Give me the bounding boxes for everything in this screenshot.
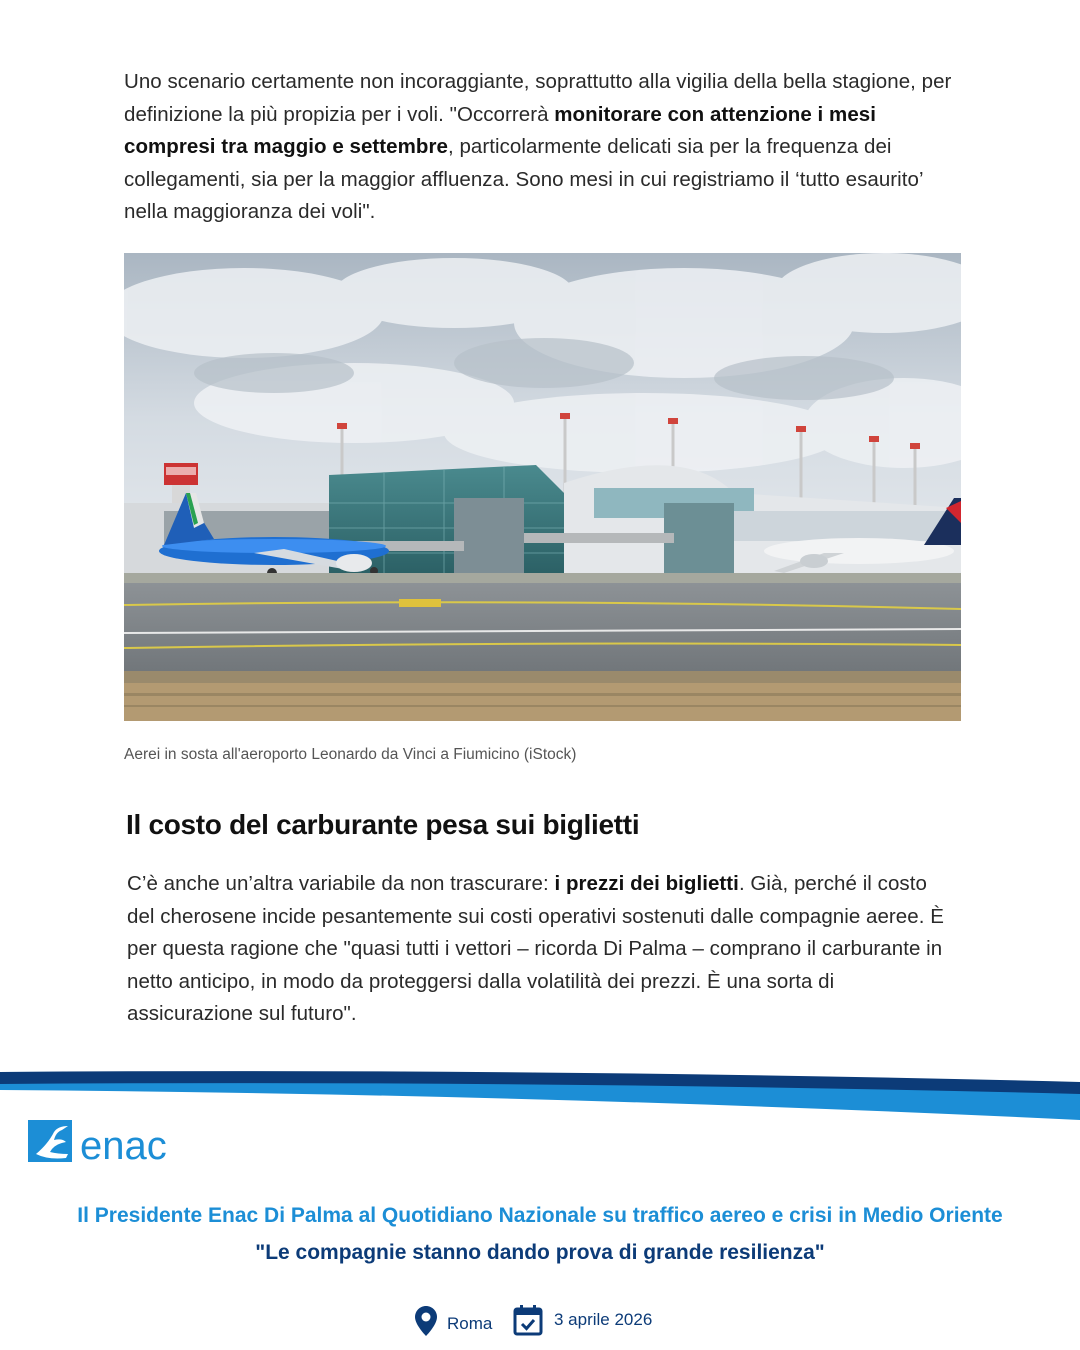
calendar-check-icon: [513, 1304, 543, 1336]
text-run: C’è anche un’altra variabile da non trascurare:: [127, 872, 555, 895]
text-run: Uno scenario certamente non incoraggiante, soprattutto alla vigilia della bella stagione, per definizione la più propizia per i voli. "Occorrerà: [124, 70, 952, 126]
photo-caption: Aerei in sosta all'aeroporto Leonardo da Vinci a Fiumicino (iStock): [124, 746, 577, 763]
bold-text: monitorare con attenzione i mesi compresi tra maggio e settembre: [124, 102, 876, 159]
article-paragraph-2: [127, 868, 957, 1031]
bold-text: i prezzi dei biglietti: [554, 872, 739, 895]
location-label: Roma: [447, 1314, 493, 1333]
svg-text:enac: enac: [80, 1124, 167, 1168]
date-item: [513, 1304, 652, 1336]
airport-photo: [124, 253, 961, 721]
section-heading: Il costo del carburante pesa sui biglietti: [126, 809, 640, 840]
enac-logo: [28, 1114, 198, 1170]
text-run: , particolarmente delicati sia per la frequenza dei collegamenti, sia per la maggior affluenza. Sono mesi in cui registriamo il ‘tutto esaurito’ nella maggioranza dei voli".: [124, 135, 923, 224]
footer-headline: Il Presidente Enac Di Palma al Quotidiano Nazionale su traffico aereo e crisi in Medio Oriente: [77, 1204, 1003, 1227]
location-pin-icon: [415, 1306, 437, 1336]
location-item: [415, 1306, 492, 1336]
date-label: 3 aprile 2026: [554, 1310, 653, 1329]
text-run: . Già, perché il costo del cherosene incide pesantemente sui costi operativi sostenuti dalle compagnie aeree. È per questa ragione che "quasi tutti i vettori – ricorda Di Palma – comprano il carburante in netto anticipo, in modo da proteggersi dalla volatilità dei prezzi. È una sorta di assicurazione sul futuro".: [127, 872, 944, 1026]
article-paragraph-1: [124, 66, 964, 229]
footer-subheadline: "Le compagnie stanno dando prova di grande resilienza": [255, 1241, 825, 1264]
footer-meta: [0, 1304, 1080, 1344]
